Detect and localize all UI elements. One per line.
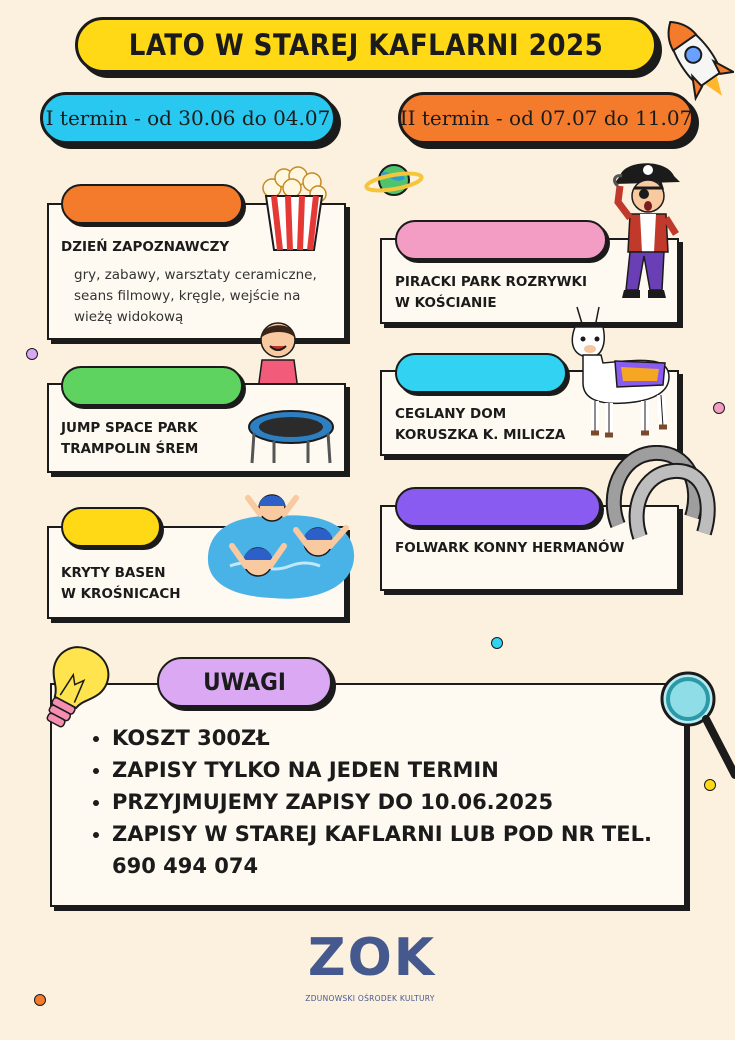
activity-title: PIRACKI PARK ROZRYWKI W KOŚCIANIE bbox=[395, 274, 587, 311]
activity-title: KRYTY BASEN W KROŚNICACH bbox=[61, 565, 181, 602]
note-item: • ZAPISY W STAREJ KAFLARNI LUB POD NR TEL. 690 494 074 bbox=[112, 818, 692, 882]
note-item: • PRZYJMUJEMY ZAPISY DO 10.06.2025 bbox=[112, 786, 692, 818]
decor-dot bbox=[34, 994, 46, 1006]
note-item: • KOSZT 300ZŁ bbox=[112, 722, 692, 754]
activity-title: DZIEŃ ZAPOZNAWCZY bbox=[61, 239, 230, 255]
page-title: LATO W STAREJ KAFLARNI 2025 bbox=[75, 17, 657, 73]
horseshoe-icon bbox=[604, 445, 716, 545]
decor-dot bbox=[491, 637, 503, 649]
swimmers-icon bbox=[200, 486, 360, 606]
decor-dot bbox=[713, 402, 725, 414]
activity-pill-6 bbox=[395, 487, 601, 527]
activity-pill-1 bbox=[61, 184, 243, 224]
notes-heading: UWAGI bbox=[157, 657, 332, 707]
decor-dot bbox=[26, 348, 38, 360]
activity-title: JUMP SPACE PARK TRAMPOLIN ŚREM bbox=[61, 420, 199, 457]
logo-name: ZDUNOWSKI OŚRODEK KULTURY bbox=[305, 994, 435, 1003]
activity-title: CEGLANY DOM KORUSZKA K. MILICZA bbox=[395, 406, 566, 443]
activity-pill-3 bbox=[61, 507, 161, 547]
activity-pill-4 bbox=[395, 220, 607, 260]
llama-icon bbox=[565, 303, 675, 441]
activity-title: FOLWARK KONNY HERMANÓW bbox=[395, 540, 625, 556]
popcorn-icon bbox=[258, 164, 330, 254]
notes-list bbox=[80, 722, 692, 882]
logo-letters: ZOK bbox=[307, 928, 437, 988]
trampoline-icon bbox=[246, 405, 336, 467]
activity-description: gry, zabawy, warsztaty ceramiczne, seans filmowy, kręgle, wejście na wieżę widokową bbox=[74, 267, 317, 325]
note-item: • ZAPISY TYLKO NA JEDEN TERMIN bbox=[112, 754, 692, 786]
term-2-header: II termin - od 07.07 do 11.07 bbox=[398, 92, 694, 144]
pirate-icon bbox=[604, 152, 684, 300]
activity-pill-5 bbox=[395, 353, 567, 393]
planet-icon bbox=[364, 155, 424, 205]
activity-pill-2 bbox=[61, 366, 243, 406]
term-1-header: I termin - od 30.06 do 04.07 bbox=[40, 92, 336, 144]
